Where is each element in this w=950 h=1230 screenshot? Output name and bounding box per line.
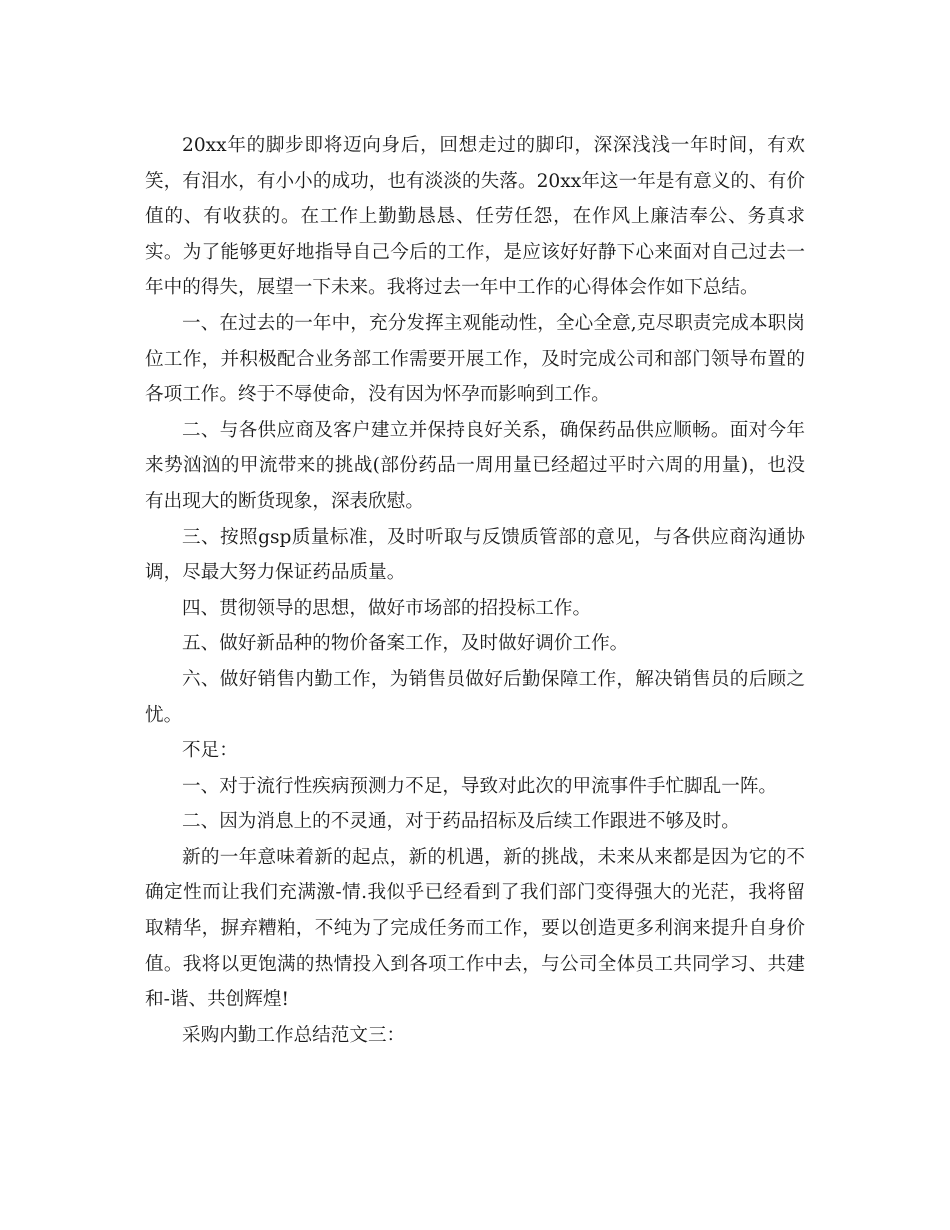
- paragraph-shortcoming-2: 二、因为消息上的不灵通，对于药品招标及后续工作跟进不够及时。: [182, 811, 740, 833]
- paragraph-next-section-title: 采购内勤工作总结范文三：: [182, 1024, 406, 1046]
- paragraph-intro: 20xx年的脚步即将迈向身后，回想走过的脚印，深深浅浅一年时间，有欢笑，有泪水，有小小的成功，也有淡淡的失落。20xx年这一年是有意义的、有价值的、有收获的。在工作上勤勤恳恳、任劳任怨，在作风上廉洁奉公、务真求实。为了能够更好地指导自己今后的工作，是应该好好静下心来面对自己过去一年中的得失，展望一下未来。我将过去一年中工作的心得体会作如下总结。: [145, 135, 805, 299]
- paragraph-shortcoming-1: 一、对于流行性疾病预测力不足，导致对此次的甲流事件手忙脚乱一阵。: [182, 775, 778, 797]
- paragraph-item-3: 三、按照gsp质量标准，及时听取与反馈质管部的意见，与各供应商沟通协调，尽最大努力保证药品质量。: [145, 526, 805, 584]
- paragraph-item-4: 四、贯彻领导的思想，做好市场部的招投标工作。: [182, 597, 592, 619]
- paragraph-outlook: 新的一年意味着新的起点，新的机遇，新的挑战，未来从来都是因为它的不确定性而让我们充满激-情.我似乎已经看到了我们部门变得强大的光茫，我将留取精华，摒弃糟粕，不纯为了完成任务而工作，要以创造更多利润来提升自身价值。我将以更饱满的热情投入到各项工作中去，与公司全体员工共同学习、共建和-谐、共创辉煌!: [145, 846, 805, 1011]
- paragraph-shortcomings-heading: 不足：: [182, 740, 238, 762]
- paragraph-item-6: 六、做好销售内勤工作，为销售员做好后勤保障工作，解决销售员的后顾之忧。: [145, 668, 805, 726]
- paragraph-item-2: 二、与各供应商及客户建立并保持良好关系，确保药品供应顺畅。面对今年来势汹汹的甲流带来的挑战(部份药品一周用量已经超过平时六周的用量)，也没有出现大的断货现象，深表欣慰。: [145, 419, 805, 512]
- document-body: [145, 128, 805, 1053]
- paragraph-item-5: 五、做好新品种的物价备案工作，及时做好调价工作。: [182, 633, 629, 655]
- paragraph-item-1: 一、在过去的一年中，充分发挥主观能动性，全心全意,克尽职责完成本职岗位工作，并积极配合业务部工作需要开展工作，及时完成公司和部门领导布置的各项工作。终于不辱使命，没有因为怀孕而影响到工作。: [145, 312, 805, 406]
